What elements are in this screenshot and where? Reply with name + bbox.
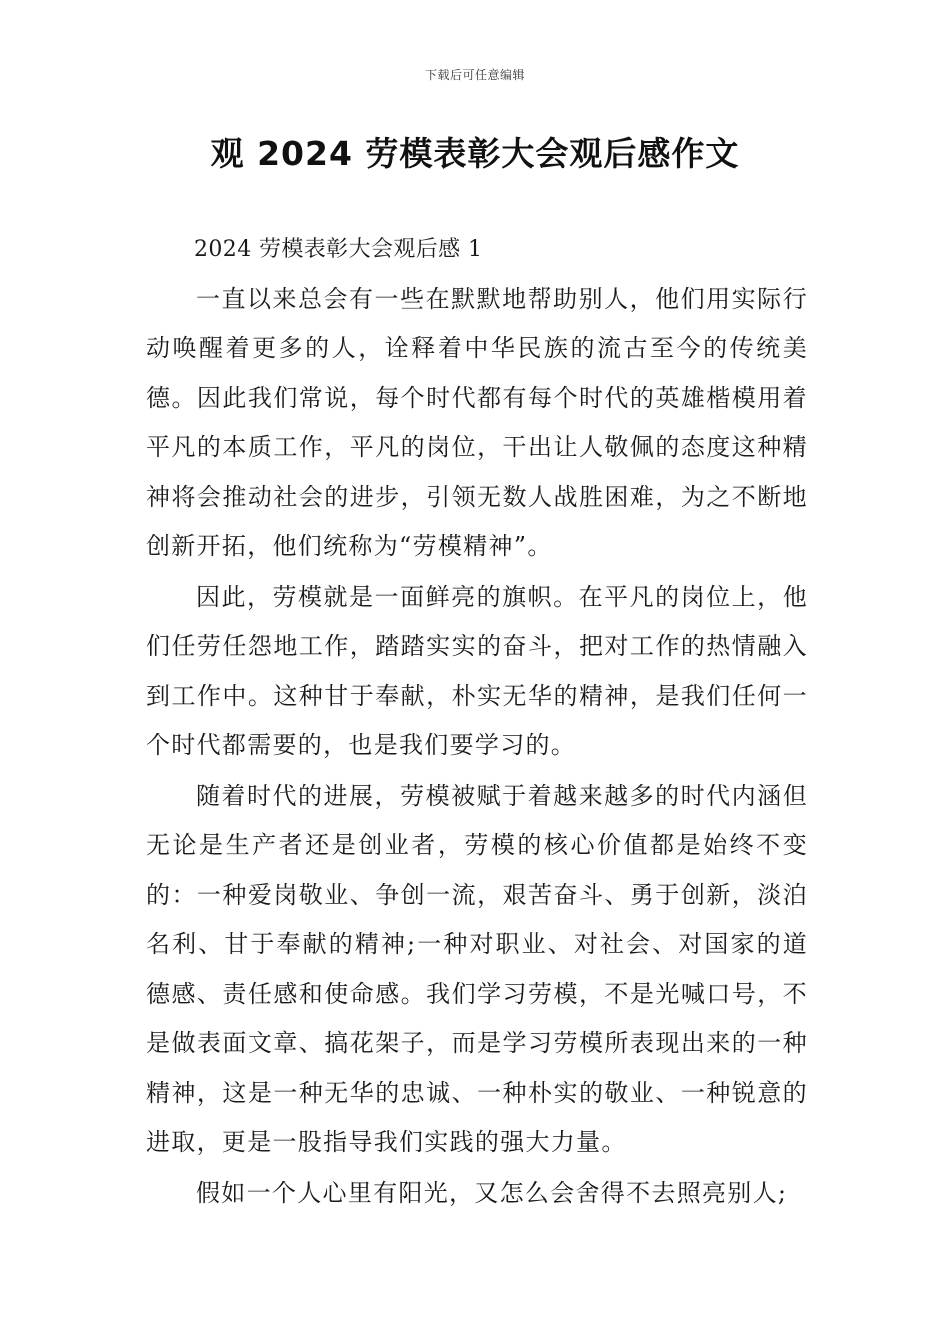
header-note: 下载后可任意编辑 xyxy=(424,68,525,82)
paragraph-2: 因此，劳模就是一面鲜亮的旗帜。在平凡的岗位上，他们任劳任怨地工作，踏踏实实的奋斗，把对工作的热情融入到工作中。这种甘于奉献，朴实无华的精神，是我们任何一个时代都需要的，也是我们要学习的。 xyxy=(146,582,808,759)
paragraph-3: 随着时代的进展，劳模被赋于着越来越多的时代内涵但无论是生产者还是创业者，劳模的核心价值都是始终不变的：一种爱岗敬业、争创一流，艰苦奋斗、勇于创新，淡泊名利、甘于奉献的精神;一种对职业、对社会、对国家的道德感、责任感和使命感。我们学习劳模，不是光喊口号，不是做表面文章、搞花架子，而是学习劳模所表现出来的一种精神，这是一种无华的忠诚、一种朴实的敬业、一种锐意的进取，更是一股指导我们实践的强大力量。 xyxy=(146,781,808,1156)
paragraph-1: 一直以来总会有一些在默默地帮助别人，他们用实际行动唤醒着更多的人，诠释着中华民族的流古至今的传统美德。因此我们常说，每个时代都有每个时代的英雄楷模用着平凡的本质工作，平凡的岗位，干出让人敬佩的态度这种精神将会推动社会的进步，引领无数人战胜困难，为之不断地创新开拓，他们统称为“劳模精神”。 xyxy=(146,284,808,560)
section-heading: 2024 劳模表彰大会观后感 1 xyxy=(194,237,483,262)
paragraph-4: 假如一个人心里有阳光，又怎么会舍得不去照亮别人; xyxy=(196,1178,788,1207)
document-title: 观 2024 劳模表彰大会观后感作文 xyxy=(210,134,740,173)
document-body xyxy=(146,225,808,1219)
